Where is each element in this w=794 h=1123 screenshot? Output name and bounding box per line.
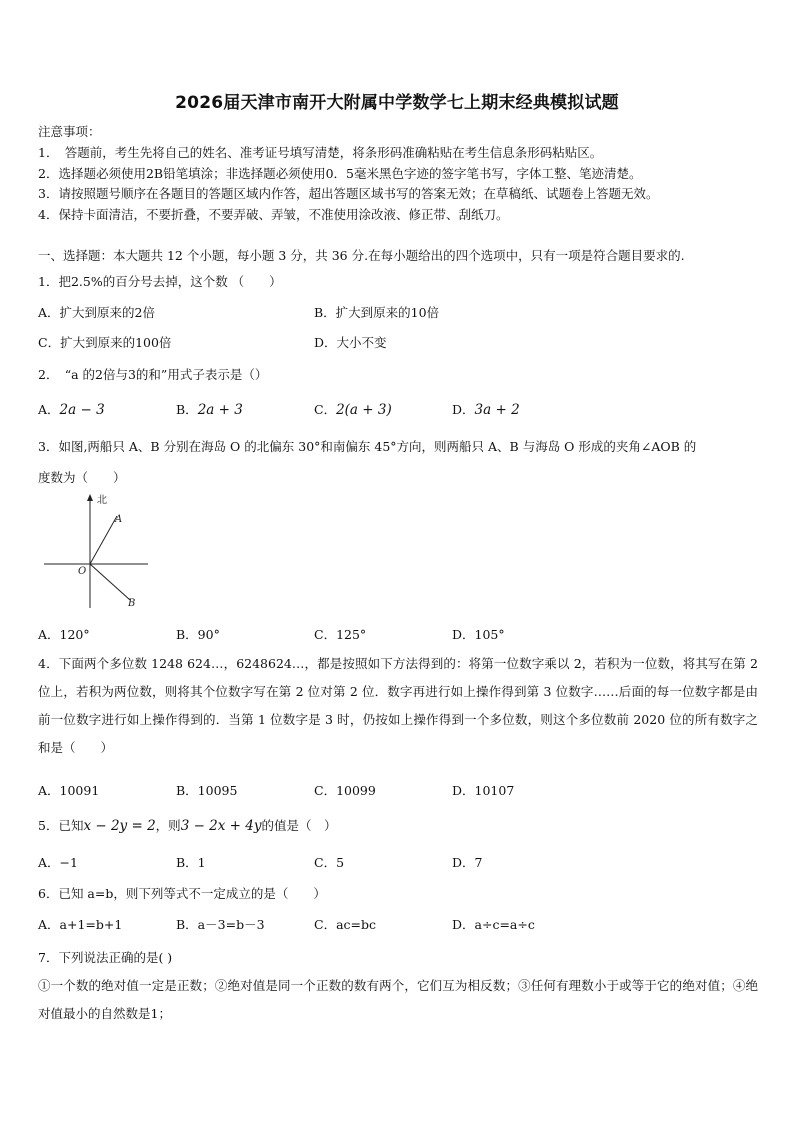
q1-option-c: C．扩大到原来的100倍 bbox=[38, 335, 172, 350]
q6-option-c: C．ac=bc bbox=[314, 917, 376, 932]
q2-option-c bbox=[314, 400, 392, 418]
expression: 3a + 2 bbox=[474, 402, 520, 418]
q5-equation: x − 2y = 2 bbox=[83, 818, 156, 834]
note-item: 3．请按照题号顺序在各题目的答题区域内作答，超出答题区域书写的答案无效；在草稿纸、试题卷上答题无效。 bbox=[38, 186, 659, 201]
q2-option-a bbox=[38, 400, 105, 418]
question-2-stem: 2． “a 的2倍与3的和”用式子表示是（） bbox=[38, 367, 268, 382]
option-label: D． bbox=[452, 402, 475, 417]
q1-option-d: D．大小不变 bbox=[314, 335, 387, 350]
q5-stem-mid: ，则 bbox=[155, 818, 181, 833]
q3-option-d: D．105° bbox=[452, 627, 505, 642]
expression: 2a + 3 bbox=[197, 402, 243, 418]
north-arrow-icon bbox=[87, 494, 93, 501]
q2-option-d bbox=[452, 400, 520, 418]
q6-option-a: A．a+1=b+1 bbox=[38, 917, 123, 932]
q5-stem-pre: 5．已知 bbox=[38, 818, 84, 833]
north-label: 北 bbox=[97, 495, 107, 506]
q4-option-a: A．10091 bbox=[38, 783, 100, 798]
question-4-stem: 4．下面两个多位数 1248 624…，6248624…，都是按照如下方法得到的：将第一位数字乘以 2，若积为一位数，将其写在第 2 位上，若积为两位数，则将其个位数字写在第 2 位对第 2 位．数字再进行如上操作得到第 3 位数字……后面的每一位数字都是由前一位数字进行如上操作得到的．当第 1 位数字是 3 时，仍按如上操作得到一个多位数，则这个多位数前 2020 位的所有数字之和是（ ） bbox=[38, 656, 758, 755]
q3-option-b: B．90° bbox=[176, 627, 220, 642]
question-7-body: ①一个数的绝对值一定是正数；②绝对值是同一个正数的数有两个，它们互为相反数；③任何有理数小于或等于它的绝对值；④绝对值最小的自然数是1； bbox=[38, 978, 758, 1021]
q1-option-b: B．扩大到原来的10倍 bbox=[314, 305, 440, 320]
page-title: 2026届天津市南开大附属中学数学七上期末经典模拟试题 bbox=[175, 93, 619, 113]
question-6-stem: 6．已知 a=b，则下列等式不一定成立的是（ ） bbox=[38, 886, 326, 901]
q5-stem-post: 的值是（ ） bbox=[261, 818, 337, 833]
direction-diagram bbox=[40, 492, 150, 614]
q5-option-d: D．7 bbox=[452, 855, 483, 870]
q3-option-c: C．125° bbox=[314, 627, 367, 642]
q5-option-c: C．5 bbox=[314, 855, 345, 870]
question-7-stem: 7．下列说法正确的是( ) bbox=[38, 950, 173, 965]
note-item: 4．保持卡面清洁，不要折叠，不要弄破、弄皱，不准使用涂改液、修正带、刮纸刀。 bbox=[38, 207, 509, 222]
q4-option-d: D．10107 bbox=[452, 783, 515, 798]
question-5-stem bbox=[38, 816, 337, 834]
option-label: C． bbox=[314, 402, 337, 417]
q5-option-b: B．1 bbox=[176, 855, 206, 870]
section-heading: 一、选择题：本大题共 12 个小题，每小题 3 分，共 36 分.在每小题给出的四个选项中，只有一项是符合题目要求的. bbox=[38, 248, 685, 263]
expression: 2a − 3 bbox=[59, 402, 105, 418]
q5-expression: 3 − 2x + 4y bbox=[180, 818, 262, 834]
note-item: 2．选择题必须使用2B铅笔填涂；非选择题必须使用0．5毫米黑色字迹的签字笔书写，字体工整、笔迹清楚。 bbox=[38, 166, 642, 181]
point-a-label: A bbox=[115, 514, 123, 525]
direction-figure bbox=[40, 492, 150, 614]
question-3-stem: 3．如图,两船只 A、B 分别在海岛 O 的北偏东 30°和南偏东 45°方向，则两船只 A、B 与海岛 O 形成的夹角∠AOB 的 bbox=[38, 439, 697, 454]
ray-oa bbox=[90, 516, 117, 564]
point-b-label: B bbox=[128, 598, 136, 609]
expression: 2(a + 3) bbox=[336, 402, 392, 418]
question-3-stem-cont: 度数为（ ） bbox=[38, 470, 126, 485]
note-item: 1． 答题前，考生先将自己的姓名、准考证号填写清楚，将条形码准确粘贴在考生信息条形码粘贴区。 bbox=[38, 145, 603, 160]
q1-option-a: A．扩大到原来的2倍 bbox=[38, 305, 155, 320]
q5-option-a: A．−1 bbox=[38, 855, 78, 870]
q4-option-b: B．10095 bbox=[176, 783, 238, 798]
q2-option-b bbox=[176, 400, 243, 418]
question-1-stem: 1．把2.5%的百分号去掉，这个数 （ ） bbox=[38, 274, 282, 289]
q4-option-c: C．10099 bbox=[314, 783, 376, 798]
ray-ob bbox=[90, 564, 130, 600]
q3-option-a: A．120° bbox=[38, 627, 90, 642]
q6-option-d: D．a÷c=a÷c bbox=[452, 917, 535, 932]
option-label: A． bbox=[38, 402, 60, 417]
point-o-label: O bbox=[78, 566, 87, 577]
notes-heading: 注意事项： bbox=[38, 124, 101, 139]
q6-option-b: B．a－3=b－3 bbox=[176, 917, 265, 932]
option-label: B． bbox=[176, 402, 198, 417]
